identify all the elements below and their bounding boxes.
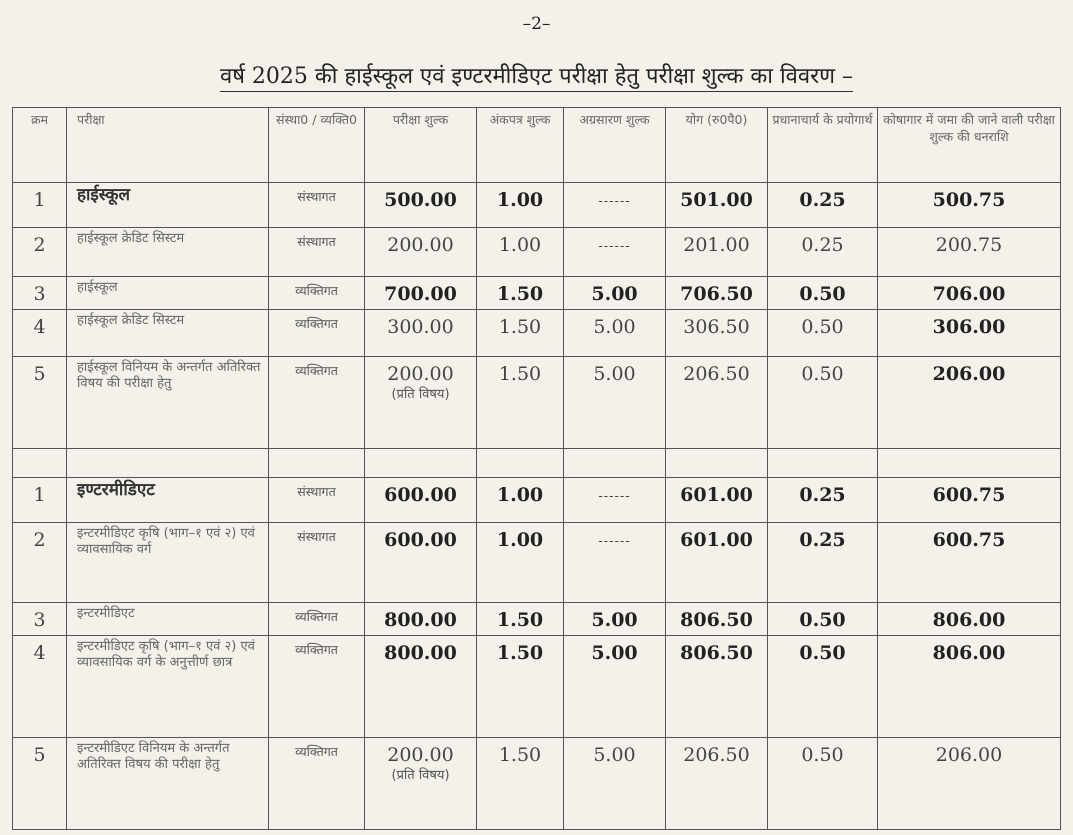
cell-principal: 0.25 (768, 183, 878, 228)
cell-marksheet-fee: 1.00 (477, 228, 564, 277)
header-marksheet-fee: अंकपत्र शुल्क (477, 108, 564, 183)
cell-sn: 1 (13, 478, 67, 523)
cell-treasury: 806.00 (878, 603, 1061, 636)
cell-total: 601.00 (666, 523, 768, 603)
table-row (13, 523, 1061, 603)
empty-cell (67, 449, 269, 478)
cell-treasury: 600.75 (878, 478, 1061, 523)
cell-type: संस्थागत (269, 228, 365, 277)
spacer-row (13, 449, 1061, 478)
cell-exam-fee: 600.00 (365, 523, 477, 603)
cell-forwarding-fee: 5.00 (564, 636, 666, 738)
header-sn: क्रम (13, 108, 67, 183)
document-title (0, 60, 1073, 90)
cell-treasury: 806.00 (878, 636, 1061, 738)
cell-exam-fee: 300.00 (365, 310, 477, 357)
cell-exam: इण्टरमीडिएट (67, 478, 269, 523)
cell-type: व्यक्तिगत (269, 738, 365, 830)
table-row (13, 310, 1061, 357)
cell-type: संस्थागत (269, 478, 365, 523)
table-row (13, 603, 1061, 636)
cell-exam-fee (365, 357, 477, 449)
header-treasury-amount: कोषागार में जमा की जाने वाली परीक्षा शुल्क की धनराशि (878, 108, 1061, 183)
empty-cell (768, 449, 878, 478)
cell-marksheet-fee: 1.50 (477, 277, 564, 310)
document-title-text: वर्ष 2025 की हाईस्कूल एवं इण्टरमीडिएट परीक्षा हेतु परीक्षा शुल्क का विवरण – (220, 64, 853, 92)
empty-cell (878, 449, 1061, 478)
cell-principal: 0.50 (768, 310, 878, 357)
cell-sn: 4 (13, 310, 67, 357)
cell-sn: 4 (13, 636, 67, 738)
cell-marksheet-fee: 1.50 (477, 636, 564, 738)
header-principal-use: प्रधानाचार्य के प्रयोगार्थ (768, 108, 878, 183)
table-row (13, 183, 1061, 228)
cell-exam-fee: 500.00 (365, 183, 477, 228)
cell-sn: 1 (13, 183, 67, 228)
cell-marksheet-fee: 1.50 (477, 738, 564, 830)
cell-sn: 5 (13, 738, 67, 830)
cell-exam-fee: 800.00 (365, 636, 477, 738)
cell-total: 206.50 (666, 357, 768, 449)
cell-total: 706.50 (666, 277, 768, 310)
page-number: –2– (522, 14, 551, 34)
empty-cell (13, 449, 67, 478)
cell-principal: 0.50 (768, 603, 878, 636)
table-row (13, 636, 1061, 738)
cell-treasury: 600.75 (878, 523, 1061, 603)
empty-cell (365, 449, 477, 478)
empty-cell (666, 449, 768, 478)
cell-marksheet-fee: 1.00 (477, 478, 564, 523)
cell-marksheet-fee: 1.50 (477, 357, 564, 449)
cell-principal: 0.50 (768, 277, 878, 310)
cell-exam: इन्टरमीडिएट (67, 603, 269, 636)
header-exam: परीक्षा (67, 108, 269, 183)
cell-forwarding-fee: ------ (564, 228, 666, 277)
cell-forwarding-fee: 5.00 (564, 603, 666, 636)
cell-forwarding-fee: ------ (564, 478, 666, 523)
cell-forwarding-fee: 5.00 (564, 357, 666, 449)
cell-sn: 3 (13, 277, 67, 310)
cell-principal: 0.25 (768, 478, 878, 523)
cell-treasury: 306.00 (878, 310, 1061, 357)
table-row (13, 357, 1061, 449)
cell-exam-fee: 800.00 (365, 603, 477, 636)
cell-exam: हाईस्कूल क्रेडिट सिस्टम (67, 228, 269, 277)
cell-principal: 0.25 (768, 228, 878, 277)
fee-value: 200.00 (387, 363, 454, 385)
empty-cell (477, 449, 564, 478)
header-exam-fee: परीक्षा शुल्क (365, 108, 477, 183)
cell-type: व्यक्तिगत (269, 636, 365, 738)
cell-sn: 3 (13, 603, 67, 636)
cell-principal: 0.50 (768, 357, 878, 449)
cell-treasury: 206.00 (878, 357, 1061, 449)
cell-sn: 2 (13, 228, 67, 277)
table-row (13, 738, 1061, 830)
cell-marksheet-fee: 1.50 (477, 603, 564, 636)
cell-type: संस्थागत (269, 523, 365, 603)
cell-exam: इन्टरमीडिएट कृषि (भाग–१ एवं २) एवं व्यावसायिक वर्ग (67, 523, 269, 603)
cell-forwarding-fee: 5.00 (564, 310, 666, 357)
cell-exam-fee (365, 738, 477, 830)
cell-type: व्यक्तिगत (269, 277, 365, 310)
cell-exam: इन्टरमीडिएट कृषि (भाग–१ एवं २) एवं व्यावसायिक वर्ग के अनुत्तीर्ण छात्र (67, 636, 269, 738)
cell-exam-fee: 600.00 (365, 478, 477, 523)
cell-principal: 0.50 (768, 738, 878, 830)
header-row (13, 108, 1061, 183)
cell-total: 601.00 (666, 478, 768, 523)
table-row (13, 277, 1061, 310)
fee-note: (प्रति विषय) (391, 387, 450, 402)
cell-principal: 0.25 (768, 523, 878, 603)
cell-exam: हाईस्कूल (67, 183, 269, 228)
cell-treasury: 706.00 (878, 277, 1061, 310)
empty-cell (269, 449, 365, 478)
cell-exam: हाईस्कूल (67, 277, 269, 310)
cell-forwarding-fee: ------ (564, 183, 666, 228)
cell-exam-fee: 700.00 (365, 277, 477, 310)
cell-type: व्यक्तिगत (269, 310, 365, 357)
cell-total: 806.50 (666, 636, 768, 738)
cell-treasury: 206.00 (878, 738, 1061, 830)
cell-forwarding-fee: 5.00 (564, 277, 666, 310)
cell-type: संस्थागत (269, 183, 365, 228)
cell-exam: इन्टरमीडिएट विनियम के अन्तर्गत अतिरिक्त विषय की परीक्षा हेतु (67, 738, 269, 830)
header-type: संस्था0 / व्यक्ति0 (269, 108, 365, 183)
cell-exam-fee: 200.00 (365, 228, 477, 277)
cell-marksheet-fee: 1.00 (477, 183, 564, 228)
cell-exam: हाईस्कूल विनियम के अन्तर्गत अतिरिक्त विषय की परीक्षा हेतु (67, 357, 269, 449)
header-forwarding-fee: अग्रसारण शुल्क (564, 108, 666, 183)
empty-cell (564, 449, 666, 478)
cell-marksheet-fee: 1.50 (477, 310, 564, 357)
cell-forwarding-fee: 5.00 (564, 738, 666, 830)
cell-principal: 0.50 (768, 636, 878, 738)
cell-total: 306.50 (666, 310, 768, 357)
header-total: योग (रु0पै0) (666, 108, 768, 183)
cell-treasury: 200.75 (878, 228, 1061, 277)
cell-total: 501.00 (666, 183, 768, 228)
cell-sn: 2 (13, 523, 67, 603)
table-row (13, 228, 1061, 277)
cell-type: व्यक्तिगत (269, 357, 365, 449)
cell-exam: हाईस्कूल क्रेडिट सिस्टम (67, 310, 269, 357)
table-row (13, 478, 1061, 523)
cell-type: व्यक्तिगत (269, 603, 365, 636)
cell-marksheet-fee: 1.00 (477, 523, 564, 603)
fee-value: 200.00 (387, 744, 454, 766)
fee-table (12, 107, 1061, 830)
cell-treasury: 500.75 (878, 183, 1061, 228)
cell-sn: 5 (13, 357, 67, 449)
cell-forwarding-fee: ------ (564, 523, 666, 603)
cell-total: 201.00 (666, 228, 768, 277)
fee-note: (प्रति विषय) (391, 768, 450, 783)
cell-total: 206.50 (666, 738, 768, 830)
cell-total: 806.50 (666, 603, 768, 636)
